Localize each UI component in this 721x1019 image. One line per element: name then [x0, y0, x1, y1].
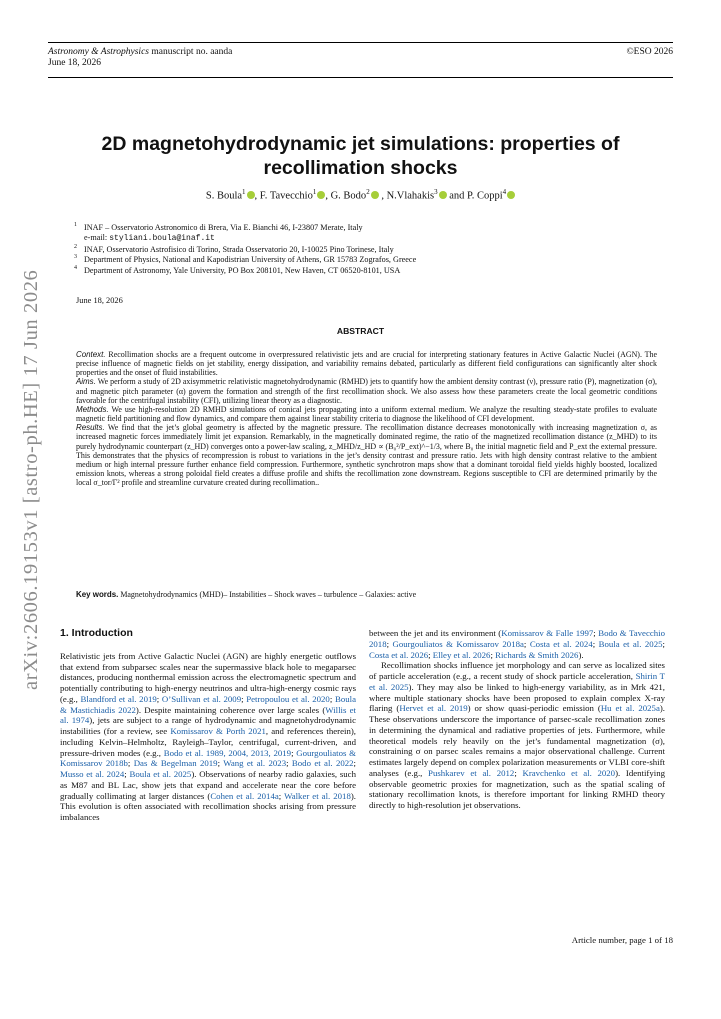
header-left	[48, 47, 232, 69]
column-left	[60, 628, 356, 823]
column-right	[369, 628, 665, 811]
header-date: June 18, 2026	[48, 58, 102, 68]
abstract-methods: Methods. We use high-resolution 2D RMHD simulations of conical jets propagating into a uniform external medium. We analyze the resulting steady-state profiles to evaluate magnetic field partitioning and flow dynamics, and compare them against linear stability criteria to diagnose the likelihood of CFI development.	[76, 404, 657, 424]
citation-link[interactable]: Hervet et al. 2019	[399, 703, 468, 714]
orcid-icon[interactable]	[247, 191, 255, 199]
abstract-heading: ABSTRACT	[336, 326, 385, 336]
manuscript-label: manuscript no. aanda	[148, 47, 233, 57]
citation-link[interactable]: Costa et al. 2024	[529, 638, 593, 649]
author-name: P. Coppi	[467, 190, 503, 202]
affiliation-1: 1 INAF – Osservatorio Astronomico di Brera, Via E. Bianchi 46, I-23807 Merate, Italy	[74, 222, 363, 232]
citation-link[interactable]: Boula et al. 2025	[598, 638, 663, 649]
citation-link[interactable]: Gourgouliatos & Komissarov 2018a	[392, 638, 524, 649]
email-address[interactable]: styliani.boula@inaf.it	[109, 234, 215, 244]
citation-link[interactable]: Komissarov & Falle 1997	[501, 628, 594, 638]
citation-link[interactable]: Blandford et al. 2019	[80, 693, 157, 704]
citation-link[interactable]: Gourgouliatos & Komissarov 2018b	[60, 747, 356, 769]
arxiv-stamp: arXiv:2606.19153v1 [astro-ph.HE] 17 Jun 2026	[20, 269, 42, 690]
author-name: G. Bodo	[330, 190, 367, 202]
citation-link[interactable]: Willis et al. 1974	[60, 704, 356, 726]
section-heading: 1. Introduction	[60, 627, 133, 639]
citation-link[interactable]: Walker et al. 2018	[284, 790, 351, 801]
email-line: e-mail: styliani.boula@inaf.it	[84, 233, 215, 244]
citation-link[interactable]: Boula et al. 2025	[129, 769, 192, 779]
journal-name: Astronomy & Astrophysics	[48, 47, 149, 57]
citation-link[interactable]: Bodo et al. 1989, 2004, 2013, 2019	[163, 747, 292, 758]
citation-link[interactable]: O’Sullivan et al. 2009	[161, 693, 242, 704]
citation-link[interactable]: Kravchenko et al. 2020	[522, 767, 616, 778]
intro-paragraph-2: Recollimation shocks influence jet morphology and can serve as localized sites of particle acceleration (e.g., a recent study of shock particle acceleration, Shirin T et al. 2025). They may also be linked to high-energy variability, as in Mrk 421, where multiple stationary shocks have been proposed to explain complex X-ray flaring (Hervet et al. 2019) or show quasi-periodic emission (Hu et al. 2025a). These observations underscore the importance of parsec-scale recollimation zones in determining the dynamical and radiative properties of jets. Furthermore, while theoretical models rely heavily on the jet’s fundamental magnetization (σ), constraining σ on parsec scales remains a major observational challenge. Current estimates largely depend on complex polarization measurements or VLBI core-shift analyses (e.g., Pushkarev et al. 2012; Kravchenko et al. 2020). Identifying observable geometric proxies for magnetization, such as the spatial scaling of stationary recollimation knots, is therefore important for linking RMHD theory directly to high-resolution jet observations.	[369, 660, 666, 810]
citation-link[interactable]: Hu et al. 2025a	[600, 703, 660, 714]
citation-link[interactable]: Elley et al. 2026	[432, 649, 491, 660]
citation-link[interactable]: Costa et al. 2026	[369, 649, 429, 660]
running-header	[48, 42, 673, 78]
author-name: N.Vlahakis	[386, 190, 435, 202]
orcid-icon[interactable]	[371, 191, 379, 199]
author-name: S. Boula	[205, 190, 243, 202]
citation-link[interactable]: Petropoulou et al. 2020	[246, 693, 330, 704]
keywords-list: Magnetohydrodynamics (MHD)– Instabilities – Shock waves – turbulence – Galaxies: active	[118, 590, 417, 599]
citation-link[interactable]: Komissarov & Porth 2021	[170, 726, 266, 736]
citation-link[interactable]: Das & Begelman 2019	[133, 758, 218, 769]
orcid-icon[interactable]	[507, 191, 515, 199]
orcid-icon[interactable]	[439, 191, 447, 199]
citation-link[interactable]: Bodo et al. 2022	[291, 758, 354, 769]
keywords-label: Key words.	[76, 590, 119, 599]
abstract-results: Results. We find that the jet’s global geometry is affected by the magnetic pressure. The recollimation distance decreases monotonically with increasing magnetization σ, as increased magnetic forces immediately limit jet expansion. Remarkably, in the magnetically dominated regime, the ratio of the magnetized recollimation distance (z_MHD) to its purely hydrodynamic counterpart (z_HD) converges onto a power-law scaling, z_MHD/z_HD ∝ (B₀²/P_ext)^−1/3, where B₀ the initial magnetic field and P_ext the external pressure. This demonstrates that the physics of recompression is robust to variations in the jet’s density contrast and pressure ratio. Jets with high density contrast relative to the ambient medium or high internal pressure further enhance field compression. Furthermore, synthetic synchrotron maps show that a dominant toroidal field yields highly boosted, localized emission knots, whereas a strong poloidal field creates a diffuse profile and shifts the recollimation zone downstream. Regions susceptible to CFI are determined primarily by the local σ_tor/Γ² profile and streamline curvature created during recollimation..	[76, 423, 657, 488]
title-line-1: 2D magnetohydrodynamic jet simulations: properties of	[101, 133, 620, 155]
author-list: S. Boula$^1$ , F. Tavecchio$^1$ , G. Bodo$^2$ , N.Vlahakis$^3$ and P. Coppi$^4$	[60, 188, 661, 202]
abstract-context: Context. Recollimation shocks are a frequent outcome in overpressured relativistic jets and are crucial for interpreting stationary features in Active Galactic Nuclei (AGN). The precise influence of magnetic fields on jet stability, energy dissipation, and variability remains debated, particularly as different field configurations can significantly alter shock properties and the onset of fluid instabilities.	[76, 350, 657, 378]
citation-link[interactable]: Wang et al. 2023	[223, 758, 287, 769]
citation-link[interactable]: Boula & Mastichiadis 2022	[60, 693, 356, 715]
citation-link[interactable]: Shirin T et al. 2025	[369, 671, 666, 692]
received-date: June 18, 2026	[76, 296, 123, 305]
citation-link[interactable]: Pushkarev et al. 2012	[428, 767, 515, 778]
citation-link[interactable]: Richards & Smith 2026	[495, 649, 579, 660]
intro-paragraph-1: Relativistic jets from Active Galactic Nuclei (AGN) are highly energetic outflows that extend from subparsec scales near the supermassive black hole to megaparsec distances, producing nonthermal emission across the electromagnetic spectrum and potentially contributing to high-energy neutrinos and ultra-high-energy cosmic rays (e.g., Blandford et al. 2019; O’Sullivan et al. 2009; Petropoulou et al. 2020; Boula & Mastichiadis 2022). Despite maintaining coherence over large scales (Willis et al. 1974), jets are subject to a range of hydrodynamic and magnetohydrodynamic instabilities (for a review, see Komissarov & Porth 2021, and references therein), including Kelvin–Helmholtz, Rayleigh–Taylor, centrifugal, current-driven, and pressure-driven modes (e.g., Bodo et al. 1989, 2004, 2013, 2019; Gourgouliatos & Komissarov 2018b; Das & Begelman 2019; Wang et al. 2023; Bodo et al. 2022; Musso et al. 2024; Boula et al. 2025). Observations of nearby radio galaxies, such as M87 and BL Lac, show jets that expand and accelerate near the core before gradually collimating at larger distances (Cohen et al. 2014a; Walker et al. 2018). This evolution is often associated with recollimation shocks arising from pressure imbalances	[60, 650, 356, 822]
citation-link[interactable]: Cohen et al. 2014a	[210, 790, 279, 801]
page-footer: Article number, page 1 of 18	[571, 935, 673, 945]
abstract	[76, 350, 657, 487]
keywords	[76, 590, 657, 599]
copyright-notice: ©ESO 2026	[626, 47, 673, 57]
citation-link[interactable]: Musso et al. 2024	[60, 769, 125, 779]
affiliation-2: 2 INAF, Osservatorio Astrofisico di Torino, Strada Osservatorio 20, I-10025 Pino Torinese, Italy	[74, 243, 394, 254]
author-name: F. Tavecchio	[259, 190, 313, 202]
paper-title	[60, 132, 661, 180]
citation-link[interactable]: Bodo & Tavecchio 2018	[369, 628, 666, 649]
affiliation-3: 3 Department of Physics, National and Kapodistrian University of Athens, GR 15783 Zografos, Greece	[74, 254, 417, 265]
affiliation-4: 4 Department of Astronomy, Yale University, PO Box 208101, New Haven, CT 06520-8101, USA	[74, 264, 401, 275]
intro-paragraph-1-cont: between the jet and its environment (Komissarov & Falle 1997; Bodo & Tavecchio 2018; Gourgouliatos & Komissarov 2018a; Costa et al. 2024; Boula et al. 2025; Costa et al. 2026; Elley et al. 2026; Richards & Smith 2026).	[369, 628, 666, 660]
abstract-aims: Aims. We perform a study of 2D axisymmetric relativistic magnetohydrodynamic (RMHD) jets to quantify how the ambient density contrast (ν), pressure ratio (P), magnetization (σ), and magnetic pitch parameter (α) govern the formation and strength of the first recollimation shock. We also assess how these parameters create the local geometric conditions favorable for the centrifugal instability (CFI), utilizing linear theory as a diagnostic.	[76, 377, 657, 405]
title-line-2: recollimation shocks	[263, 157, 458, 179]
affiliations	[76, 223, 416, 276]
